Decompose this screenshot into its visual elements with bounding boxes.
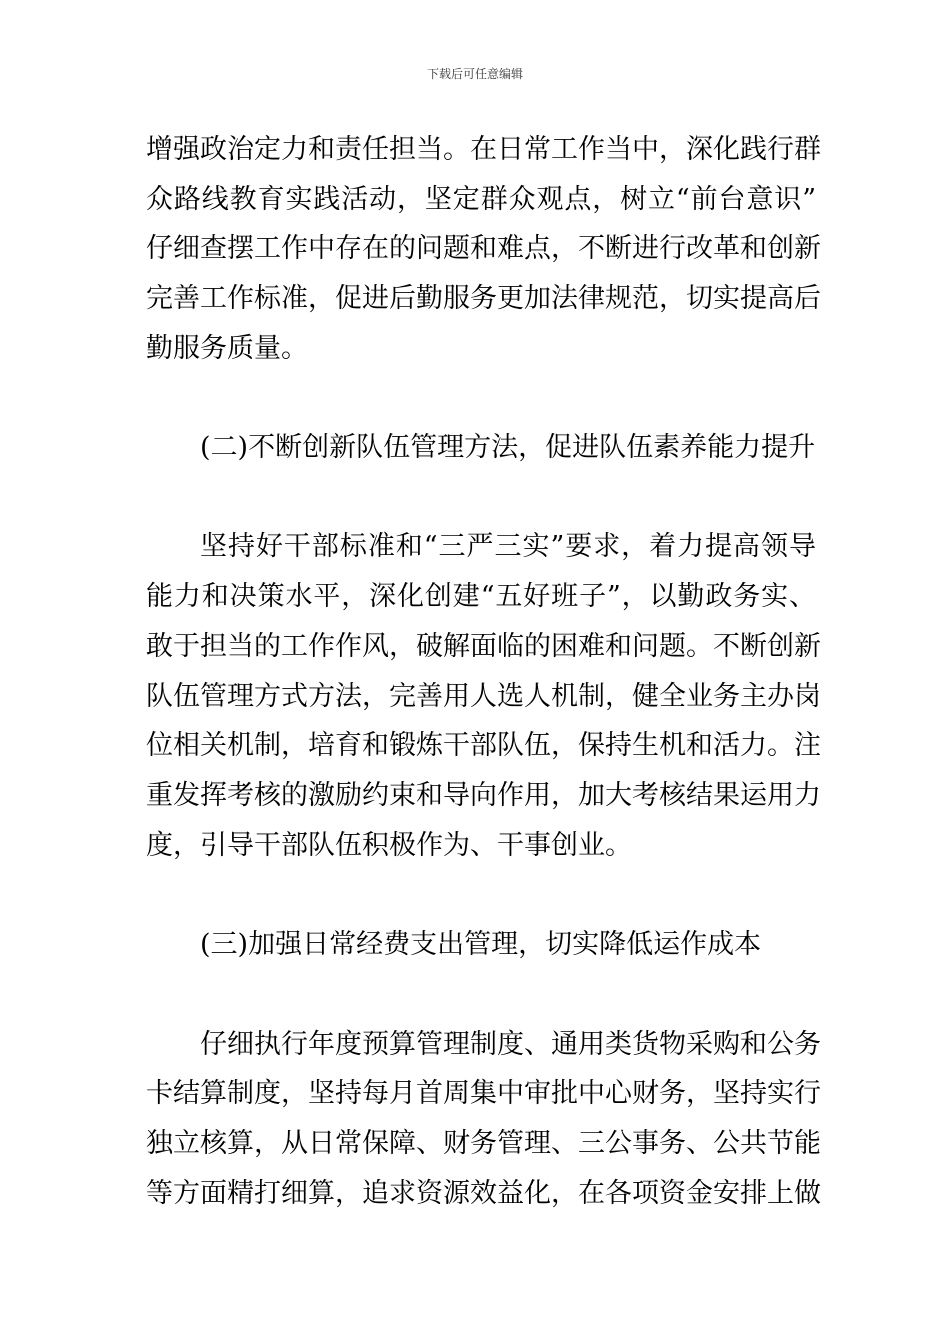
paragraph-line: 度，引导干部队伍积极作为、干事创业。 (146, 830, 632, 861)
paragraph-line: 坚持好干部标准和“三严三实”要求，着力提高领导 (200, 531, 816, 562)
paragraph-line: 增强政治定力和责任担当。在日常工作当中，深化践行群 (146, 134, 821, 165)
section-heading-2: (二)不断创新队伍管理方法，促进队伍素养能力提升 (200, 432, 816, 463)
paragraph-line: 敢于担当的工作作风，破解面临的困难和问题。不断创新 (146, 631, 821, 662)
paragraph-line: 能力和决策水平，深化创建“五好班子”，以勤政务实、 (146, 581, 816, 612)
paragraph-line: 独立核算，从日常保障、财务管理、三公事务、公共节能 (146, 1128, 821, 1159)
section-heading-3: (三)加强日常经费支出管理，切实降低运作成本 (200, 929, 762, 960)
paragraph-line: 卡结算制度，坚持每月首周集中审批中心财务，坚持实行 (146, 1078, 821, 1109)
paragraph-line: 位相关机制，培育和锻炼干部队伍，保持生机和活力。注 (146, 730, 821, 761)
paragraph-line: 仔细执行年度预算管理制度、通用类货物采购和公务 (200, 1029, 821, 1060)
paragraph-line: 重发挥考核的激励约束和导向作用，加大考核结果运用力 (146, 780, 821, 811)
paragraph-line: 完善工作标准，促进后勤服务更加法律规范，切实提高后 (146, 283, 821, 314)
page-header-note: 下载后可任意编辑 (426, 67, 523, 81)
paragraph-line: 勤服务质量。 (146, 333, 308, 364)
paragraph-line: 仔细查摆工作中存在的问题和难点，不断进行改革和创新 (146, 233, 821, 264)
paragraph-line: 众路线教育实践活动，坚定群众观点，树立“前台意识” (146, 184, 816, 215)
paragraph-line: 等方面精打细算，追求资源效益化，在各项资金安排上做 (146, 1178, 821, 1209)
paragraph-line: 队伍管理方式方法，完善用人选人机制，健全业务主办岗 (146, 681, 821, 712)
